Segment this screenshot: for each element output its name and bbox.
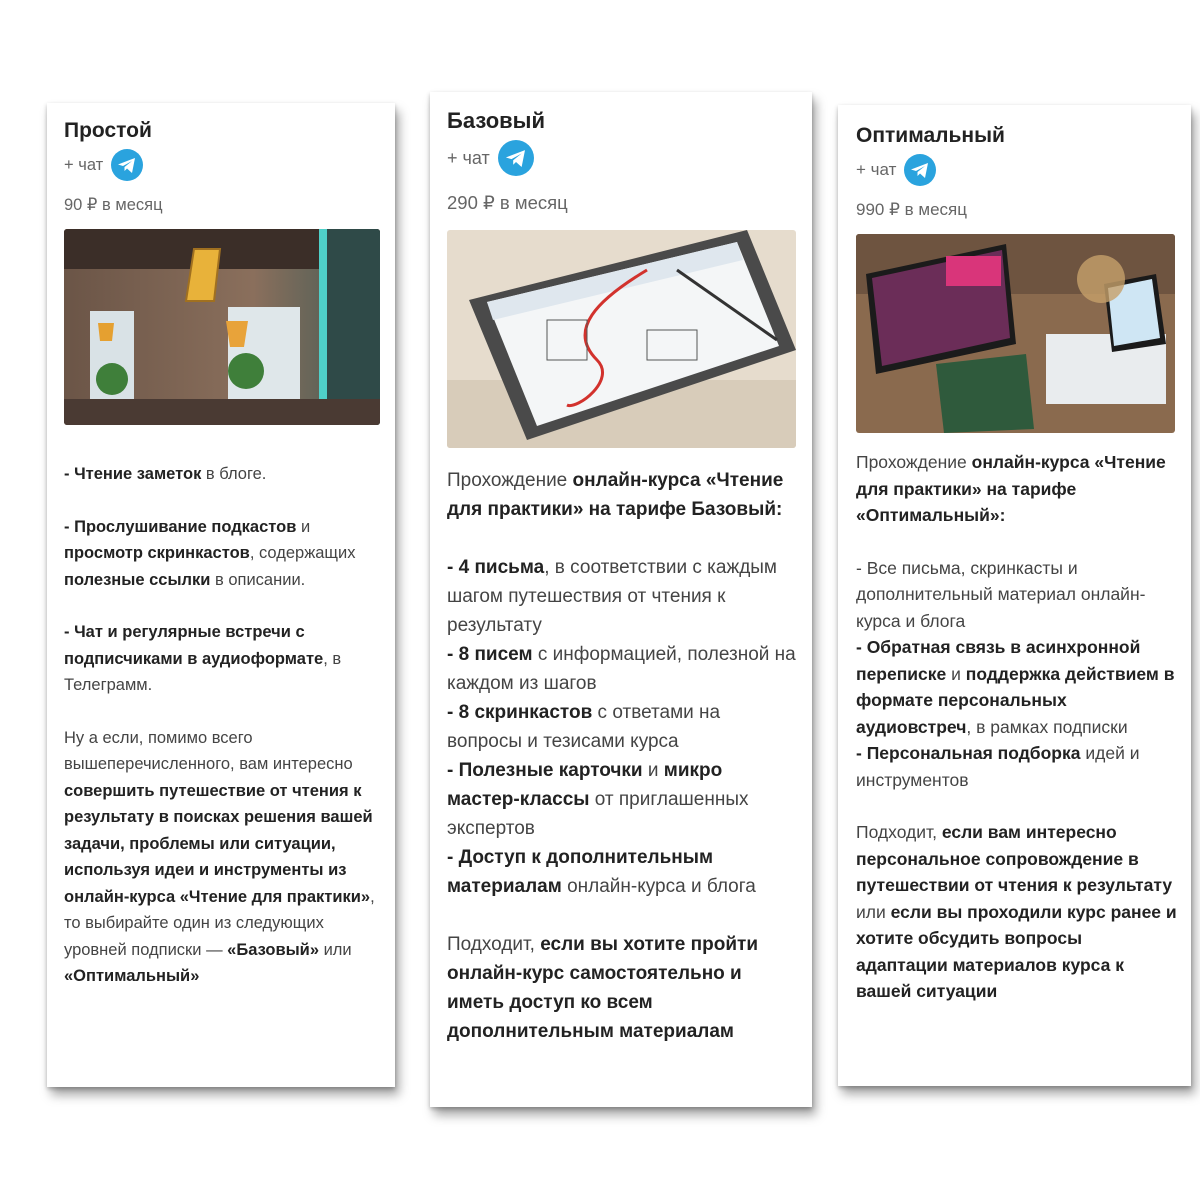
plan-description: [64, 461, 379, 990]
body-text: , в соответствии с каждым шагом путешествия от чтения к результату: [447, 557, 777, 636]
emphasis-text: совершить путешествие от чтения к результату в поисках решения вашей задачи, проблемы или ситуации, используя идеи и инструменты из онлайн-курса «Чтение для практики»: [64, 781, 373, 906]
emphasis-text: - Полезные карточки: [447, 760, 643, 781]
emphasis-text: просмотр скринкастов: [64, 544, 250, 562]
description-paragraph: [447, 466, 796, 524]
plan-price: 290 ₽ в месяц: [447, 192, 568, 213]
emphasis-text: если вы проходили курс ранее и хотите обсудить вопросы адаптации материалов курса к вашей ситуации: [856, 901, 1177, 1001]
body-text: и: [946, 663, 966, 684]
emphasis-text: - 4 письма: [447, 557, 545, 578]
body-text: , в Телеграмм.: [64, 649, 342, 694]
telegram-icon[interactable]: [111, 149, 143, 181]
body-text: Подходит,: [856, 822, 942, 842]
chat-label: + чат: [856, 160, 897, 179]
chat-label: + чат: [447, 147, 490, 168]
emphasis-text: «Базовый»: [227, 940, 319, 959]
body-text: , в рамках подписки: [966, 716, 1128, 737]
body-text: , содержащих: [249, 544, 356, 562]
emphasis-text: онлайн-курса «Чтение для практики» на тарифе «Оптимальный»:: [856, 452, 1166, 525]
plan-title: Простой: [64, 119, 152, 142]
paragraph-gap: [447, 524, 796, 553]
paragraph-gap: [64, 699, 379, 725]
emphasis-text: - Чтение заметок: [64, 465, 202, 483]
plan-chat-feature: [856, 154, 1177, 186]
body-text: или: [319, 940, 352, 959]
plan-title: Базовый: [447, 108, 545, 133]
body-text: с информацией, полезной на каждом из шагов: [447, 644, 796, 694]
description-paragraph: [64, 619, 379, 699]
description-paragraph: [447, 698, 796, 756]
description-paragraph: [64, 514, 379, 594]
body-text: или: [856, 901, 891, 922]
cafe-interior-photo: [64, 229, 380, 425]
tablet-photo: [447, 230, 796, 448]
paragraph-gap: [64, 488, 379, 514]
emphasis-text: если вам интересно персональное сопровождение в путешествии от чтения к результату: [856, 822, 1173, 895]
plan-card-simple: [47, 103, 395, 1087]
description-paragraph: [856, 634, 1177, 740]
emphasis-text: если вы хотите пройти онлайн-курс самостоятельно и иметь доступ ко всем дополнительным материалам: [447, 934, 759, 1042]
emphasis-text: - Доступ к дополнительным материалам: [447, 847, 714, 897]
description-paragraph: [64, 461, 379, 488]
body-text: идей и инструментов: [856, 743, 1140, 790]
emphasis-text: «Оптимальный»: [64, 967, 200, 985]
description-paragraph: [447, 640, 796, 698]
paragraph-gap: [856, 793, 1177, 819]
description-paragraph: [856, 740, 1177, 793]
body-text: Ну а если, помимо всего вышеперечисленного, вам интересно: [64, 728, 353, 773]
body-text: и: [296, 517, 311, 536]
description-paragraph: [64, 725, 379, 990]
emphasis-text: - Чат и регулярные встречи с подписчиками в аудиоформате: [64, 623, 324, 668]
paragraph-gap: [64, 593, 379, 619]
paragraph-gap: [856, 529, 1177, 555]
emphasis-text: - Персональная подборка: [856, 743, 1081, 763]
body-text: с ответами на вопросы и тезисами курса: [447, 702, 721, 752]
body-text: , то выбирайте один из следующих уровней подписки —: [64, 887, 375, 959]
plan-chat-feature: [447, 140, 796, 176]
emphasis-text: - 8 скринкастов: [447, 702, 593, 723]
paragraph-gap: [447, 901, 796, 930]
body-text: от приглашенных экспертов: [447, 789, 749, 839]
plan-card-basic: [430, 92, 812, 1107]
description-paragraph: [447, 553, 796, 640]
chat-label: + чат: [64, 155, 104, 174]
body-text: онлайн-курса и блога: [561, 876, 756, 897]
emphasis-text: поддержка действием в формате персональных аудиовстреч: [856, 663, 1175, 737]
description-paragraph: [856, 819, 1177, 1005]
plan-title: Оптимальный: [856, 124, 1005, 147]
body-text: в блоге.: [201, 465, 267, 483]
body-text: Подходит,: [447, 934, 541, 955]
description-paragraph: [447, 756, 796, 843]
emphasis-text: - Обратная связь в асинхронной переписке: [856, 637, 1141, 684]
plan-description: [447, 466, 796, 1046]
emphasis-text: - Прослушивание подкастов: [64, 517, 297, 536]
emphasis-text: полезные ссылки: [64, 570, 211, 589]
emphasis-text: онлайн-курса «Чтение для практики» на тарифе Базовый:: [447, 470, 784, 520]
plan-price: 90 ₽ в месяц: [64, 196, 163, 214]
emphasis-text: - 8 писем: [447, 644, 533, 665]
description-paragraph: [447, 843, 796, 901]
body-text: Прохождение: [447, 470, 573, 491]
plan-description: [856, 449, 1177, 1005]
body-text: Прохождение: [856, 452, 972, 472]
plan-chat-feature: [64, 149, 379, 181]
description-paragraph: [856, 555, 1177, 635]
body-text: в описании.: [210, 570, 306, 589]
body-text: - Все письма, скринкасты и дополнительный материал онлайн-курса и блога: [856, 557, 1146, 631]
description-paragraph: [856, 449, 1177, 529]
plan-price: 990 ₽ в месяц: [856, 200, 967, 219]
telegram-icon[interactable]: [498, 140, 534, 176]
emphasis-text: микро мастер-классы: [447, 760, 723, 810]
body-text: и: [642, 760, 664, 781]
plan-card-optimal: [838, 105, 1191, 1086]
telegram-icon[interactable]: [904, 154, 936, 186]
desk-devices-photo: [856, 234, 1175, 433]
description-paragraph: [447, 930, 796, 1046]
